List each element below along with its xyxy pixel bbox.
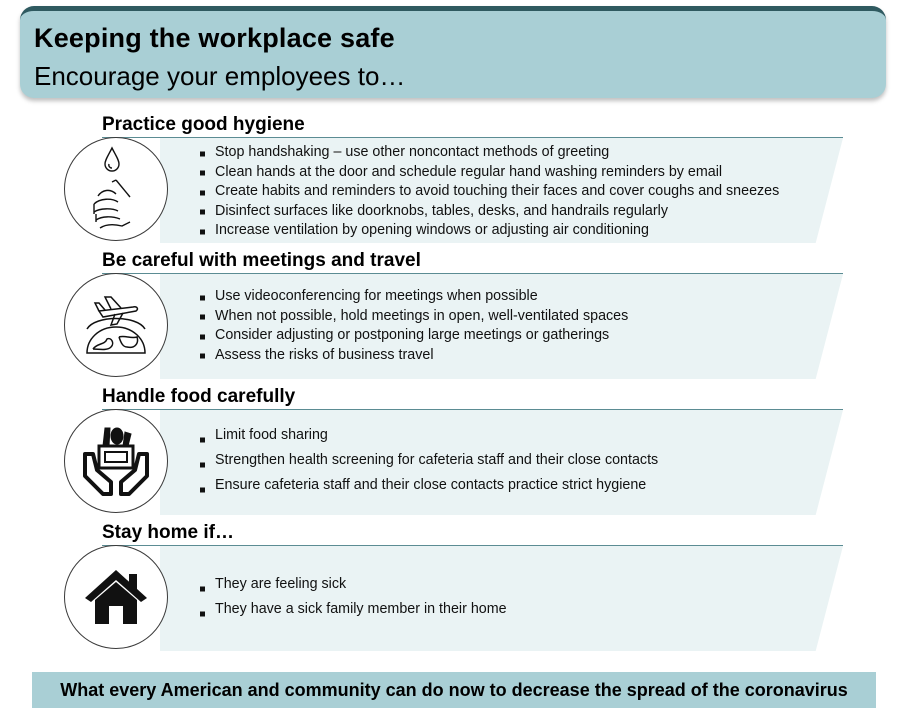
footer-banner: [32, 672, 876, 708]
list-item: Consider adjusting or postponing large meetings or gatherings: [196, 327, 628, 347]
list-item: Increase ventilation by opening windows or adjusting air conditioning: [196, 222, 779, 242]
list-item: Limit food sharing: [196, 427, 658, 452]
divider: [102, 409, 843, 410]
divider: [102, 545, 843, 546]
bullet-list: [196, 288, 628, 366]
list-item: Strengthen health screening for cafeteria staff and their close contacts: [196, 452, 658, 477]
divider: [102, 137, 843, 138]
bullet-list: [196, 427, 658, 502]
list-item: They are feeling sick: [196, 576, 507, 601]
list-item: They have a sick family member in their home: [196, 601, 507, 626]
page-subtitle: Encourage your employees to…: [34, 61, 406, 91]
section-heading: Be careful with meetings and travel: [102, 250, 421, 271]
section-heading: Stay home if…: [102, 522, 234, 543]
section-heading: Handle food carefully: [102, 386, 296, 407]
list-item: Clean hands at the door and schedule regular hand washing reminders by email: [196, 164, 779, 184]
home-icon: [64, 545, 168, 649]
list-item: Stop handshaking – use other noncontact methods of greeting: [196, 144, 779, 164]
divider: [102, 273, 843, 274]
section-heading: Practice good hygiene: [102, 114, 305, 135]
list-item: Assess the risks of business travel: [196, 347, 628, 367]
list-item: When not possible, hold meetings in open, well-ventilated spaces: [196, 308, 628, 328]
travel-icon: [64, 273, 168, 377]
list-item: Disinfect surfaces like doorknobs, tables, desks, and handrails regularly: [196, 203, 779, 223]
list-item: Ensure cafeteria staff and their close contacts practice strict hygiene: [196, 477, 658, 502]
bullet-list: [196, 576, 507, 626]
page-title: Keeping the workplace safe: [34, 23, 395, 53]
bullet-list: [196, 144, 779, 242]
hygiene-icon: [64, 137, 168, 241]
list-item: Use videoconferencing for meetings when possible: [196, 288, 628, 308]
header-banner: [20, 6, 886, 98]
list-item: Create habits and reminders to avoid touching their faces and cover coughs and sneezes: [196, 183, 779, 203]
food-icon: [64, 409, 168, 513]
footer-text: What every American and community can do now to decrease the spread of the coronavirus: [60, 679, 848, 700]
